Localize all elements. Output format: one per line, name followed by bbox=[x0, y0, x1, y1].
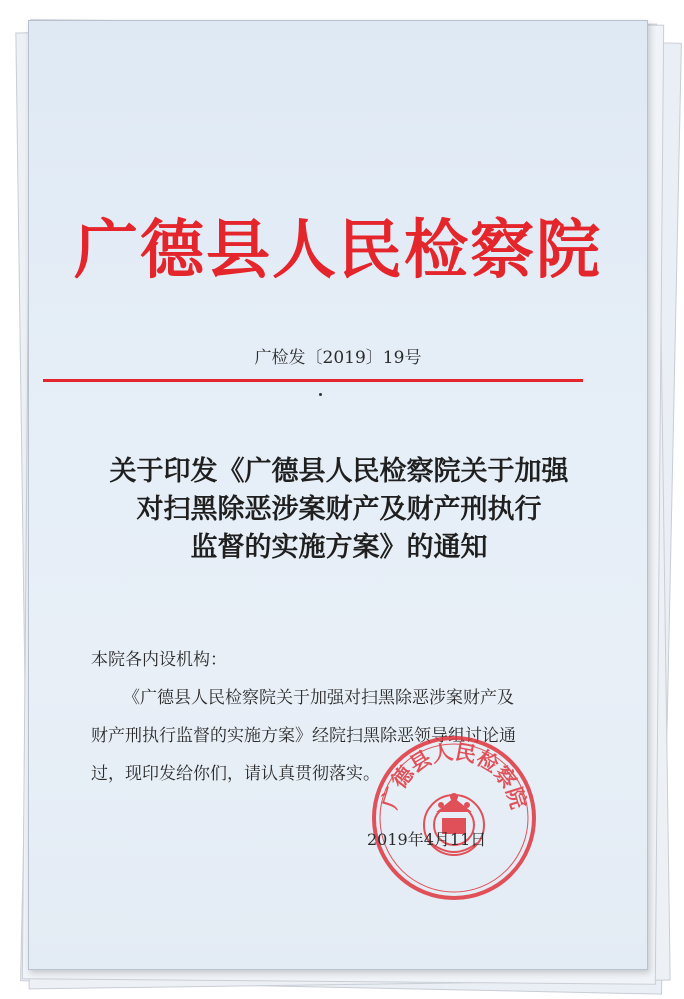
paragraph-line: 《广德县人民检察院关于加强对扫黑除恶涉案财产及 bbox=[123, 688, 514, 708]
seal-text: 广德县人民检察院 bbox=[376, 738, 532, 812]
issue-date: 2019年4月11日 bbox=[367, 830, 487, 849]
red-separator-line bbox=[43, 379, 583, 382]
document-heading bbox=[69, 453, 609, 567]
separator-dot bbox=[319, 393, 322, 396]
official-seal-stamp bbox=[369, 733, 539, 903]
heading-line: 监督的实施方案》的通知 bbox=[190, 532, 488, 563]
heading-line: 关于印发《广德县人民检察院关于加强 bbox=[109, 456, 569, 487]
issuing-organization-title: 广德县人民检察院 bbox=[74, 213, 602, 288]
paragraph-line: 财产刑执行监督的实施方案》经院扫黑除恶领导组讨论通 bbox=[91, 726, 516, 746]
document-page bbox=[28, 20, 648, 970]
paragraph-line: 过，现印发给你们，请认真贯彻落实。 bbox=[91, 764, 380, 784]
document-number: 广检发〔2019〕19号 bbox=[254, 348, 422, 368]
heading-line: 对扫黑除恶涉案财产及财产刑执行 bbox=[136, 494, 542, 525]
salutation: 本院各内设机构： bbox=[91, 650, 227, 670]
